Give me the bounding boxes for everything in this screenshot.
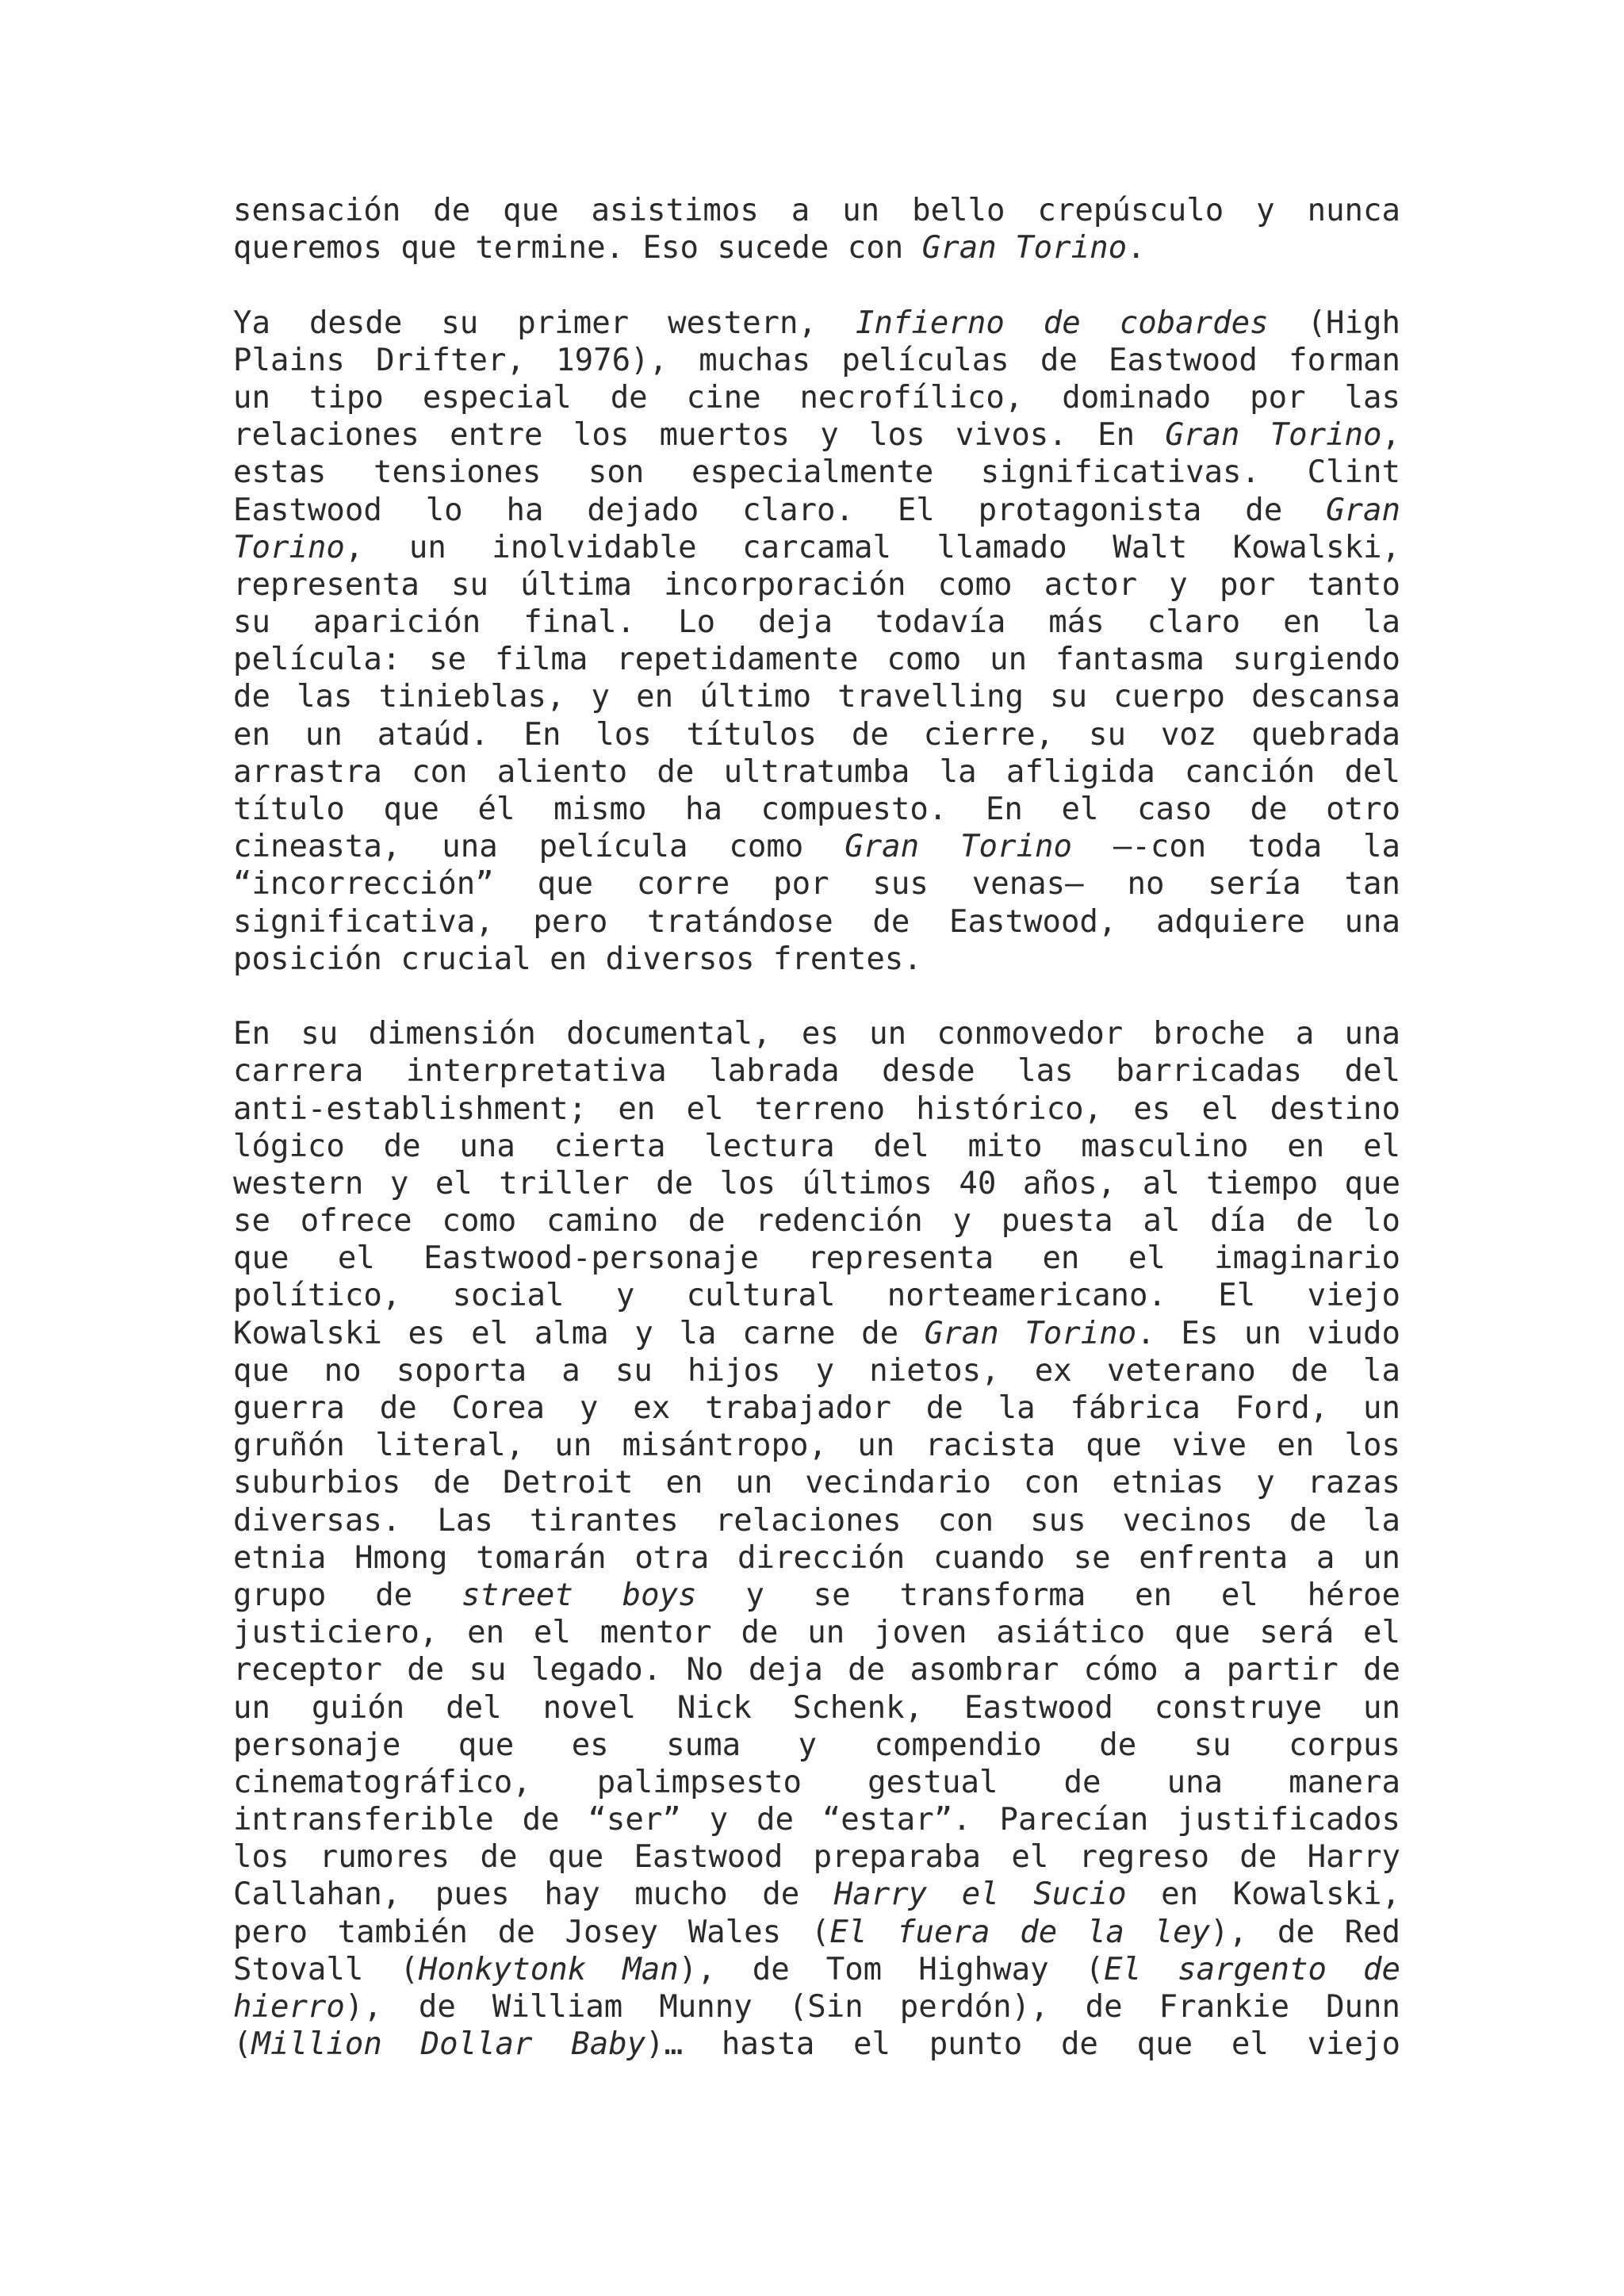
text-line: [233, 1502, 1400, 1539]
text-line: [233, 641, 1400, 678]
text-segment: ), de Red: [1210, 1914, 1400, 1950]
text-line: [233, 192, 1400, 229]
text-segment: Ya desde su primer western,: [233, 305, 856, 341]
text-line: [233, 379, 1400, 416]
text-line: [233, 1914, 1400, 1951]
text-segment: pero también de Josey Wales (: [233, 1914, 830, 1950]
text-segment: cinematográfico, palimpsesto gestual de una manera: [233, 1764, 1400, 1800]
text-line: [233, 1801, 1400, 1838]
italic-title: Gran Torino: [1165, 417, 1382, 454]
text-segment: ), de Tom Highway (: [678, 1951, 1105, 1987]
text-line: [233, 492, 1400, 529]
text-line: [233, 1128, 1400, 1165]
italic-title: Gran: [1326, 492, 1400, 528]
text-segment: posición crucial en diversos frentes.: [233, 941, 922, 977]
text-segment: Eastwood lo ha dejado claro. El protagonista de: [233, 492, 1327, 528]
body-text: [233, 192, 1400, 2063]
text-segment: , un inolvidable carcamal llamado Walt Kowalski,: [344, 529, 1400, 565]
text-segment: (High: [1268, 305, 1400, 341]
text-segment: )… hasta el punto de que el viejo: [645, 2026, 1400, 2063]
text-line: [233, 828, 1400, 865]
text-segment: (: [233, 2026, 252, 2063]
text-line: [233, 1052, 1400, 1090]
text-line: [233, 1091, 1400, 1128]
text-segment: Stovall (: [233, 1951, 419, 1987]
text-segment: diversas. Las tirantes relaciones con sus vecinos de la: [233, 1502, 1400, 1539]
text-line: [233, 941, 1400, 978]
text-line: [233, 1951, 1400, 1988]
text-segment: los rumores de que Eastwood preparaba el regreso de Harry: [233, 1839, 1400, 1876]
text-segment: Callahan, pues hay mucho de: [233, 1876, 834, 1913]
text-segment: de las tinieblas, y en último travelling su cuerpo descansa: [233, 679, 1400, 715]
text-segment: título que él mismo ha compuesto. En el caso de otro: [233, 792, 1400, 827]
italic-title: Gran Torino: [921, 230, 1128, 266]
paragraph: [233, 1015, 1400, 2063]
text-line: [233, 566, 1400, 604]
text-segment: ,: [1381, 417, 1400, 454]
text-line: [233, 1689, 1400, 1727]
text-line: [233, 1352, 1400, 1389]
text-segment: En su dimensión documental, es un conmovedor broche a una: [233, 1016, 1400, 1052]
text-segment: en un ataúd. En los títulos de cierre, su voz quebrada: [233, 716, 1400, 753]
paragraph: [233, 305, 1400, 978]
italic-title: El sargento de: [1104, 1951, 1400, 1987]
text-segment: cineasta, una película como: [233, 829, 845, 865]
text-segment: político, social y cultural norteamericano. El viejo: [233, 1278, 1400, 1314]
text-segment: Plains Drifter, 1976), muchas películas de Eastwood forman: [233, 342, 1400, 378]
text-segment: ), de William Munny (Sin perdón), de Frankie Dunn: [344, 1989, 1400, 2025]
text-segment: receptor de su legado. No deja de asombrar cómo a partir de: [233, 1652, 1400, 1688]
text-segment: .: [1127, 230, 1146, 266]
italic-title: street boys: [461, 1577, 697, 1613]
text-segment: etnia Hmong tomarán otra dirección cuando se enfrenta a un: [233, 1539, 1400, 1576]
text-line: [233, 678, 1400, 715]
text-segment: sensación de que asistimos a un bello crepúsculo y nunca: [233, 193, 1400, 228]
text-line: [233, 1838, 1400, 1876]
text-segment: personaje que es suma y compendio de su corpus: [233, 1727, 1400, 1763]
text-segment: queremos que termine. Eso sucede con: [233, 230, 922, 266]
text-segment: que no soporta a su hijos y nietos, ex veterano de la: [233, 1352, 1400, 1389]
text-line: [233, 1577, 1400, 1614]
text-segment: se ofrece como camino de redención y puesta al día de lo: [233, 1203, 1400, 1240]
text-line: [233, 1876, 1400, 1913]
text-line: [233, 1988, 1400, 2026]
text-line: [233, 865, 1400, 903]
italic-title: Honkytonk Man: [418, 1951, 679, 1987]
text-line: [233, 229, 1400, 266]
text-segment: representa su última incorporación como actor y por tanto: [233, 566, 1400, 603]
text-segment: —-con toda la: [1071, 829, 1400, 865]
text-line: [233, 529, 1400, 566]
paragraph: [233, 192, 1400, 266]
text-segment: que el Eastwood-personaje representa en el imaginario: [233, 1240, 1400, 1277]
text-segment: significativa, pero tratándose de Eastwood, adquiere una: [233, 903, 1400, 940]
text-segment: . Es un viudo: [1136, 1315, 1400, 1351]
italic-title: Gran Torino: [924, 1315, 1137, 1351]
text-line: [233, 753, 1400, 791]
text-segment: arrastra con aliento de ultratumba la afligida canción del: [233, 753, 1400, 790]
text-line: [233, 1202, 1400, 1240]
text-segment: grupo de: [233, 1577, 462, 1613]
text-segment: y se transforma en el héroe: [696, 1577, 1400, 1613]
text-line: [233, 454, 1400, 491]
text-segment: película: se filma repetidamente como un fantasma surgiendo: [233, 642, 1400, 678]
text-line: [233, 2026, 1400, 2063]
italic-title: Gran Torino: [845, 829, 1072, 865]
text-line: [233, 1651, 1400, 1688]
text-line: [233, 1389, 1400, 1427]
text-line: [233, 1165, 1400, 1202]
text-line: [233, 1464, 1400, 1501]
text-line: [233, 1315, 1400, 1352]
text-segment: guerra de Corea y ex trabajador de la fábrica Ford, un: [233, 1390, 1400, 1426]
text-line: [233, 1539, 1400, 1577]
text-segment: carrera interpretativa labrada desde las barricadas del: [233, 1053, 1400, 1090]
italic-title: Harry el Sucio: [833, 1876, 1127, 1913]
italic-title: Million Dollar Baby: [251, 2026, 646, 2063]
text-segment: gruñón literal, un misántropo, un racista que vive en los: [233, 1428, 1400, 1464]
italic-title: Infierno de cobardes: [855, 305, 1269, 341]
text-line: [233, 416, 1400, 454]
text-segment: un guión del novel Nick Schenk, Eastwood construye un: [233, 1689, 1400, 1726]
text-segment: justiciero, en el mentor de un joven asiático que será el: [233, 1615, 1400, 1651]
text-line: [233, 716, 1400, 753]
text-line: [233, 1240, 1400, 1277]
text-segment: western y el triller de los últimos 40 años, al tiempo que: [233, 1165, 1400, 1202]
text-segment: relaciones entre los muertos y los vivos. En: [233, 417, 1166, 454]
text-line: [233, 1764, 1400, 1801]
text-line: [233, 604, 1400, 641]
text-line: [233, 1427, 1400, 1464]
text-segment: un tipo especial de cine necrofílico, dominado por las: [233, 379, 1400, 416]
italic-title: El fuera de la ley: [829, 1914, 1211, 1950]
text-segment: en Kowalski,: [1126, 1876, 1400, 1913]
text-segment: Kowalski es el alma y la carne de: [233, 1315, 925, 1351]
text-segment: lógico de una cierta lectura del mito masculino en el: [233, 1128, 1400, 1164]
text-segment: estas tensiones son especialmente significativas. Clint: [233, 454, 1400, 491]
text-line: [233, 903, 1400, 941]
text-line: [233, 1727, 1400, 1764]
text-segment: intransferible de “ser” y de “estar”. Parecían justificados: [233, 1802, 1400, 1838]
text-line: [233, 1614, 1400, 1651]
text-line: [233, 1015, 1400, 1052]
text-line: [233, 1277, 1400, 1314]
italic-title: hierro: [233, 1989, 345, 2025]
text-segment: su aparición final. Lo deja todavía más claro en la: [233, 604, 1400, 641]
text-line: [233, 305, 1400, 342]
text-line: [233, 342, 1400, 379]
text-segment: anti-establishment; en el terreno histórico, es el destino: [233, 1091, 1400, 1127]
text-segment: “incorrección” que corre por sus venas— no sería tan: [233, 866, 1400, 903]
text-line: [233, 791, 1400, 828]
text-segment: suburbios de Detroit en un vecindario con etnias y razas: [233, 1465, 1400, 1501]
italic-title: Torino: [233, 529, 345, 565]
